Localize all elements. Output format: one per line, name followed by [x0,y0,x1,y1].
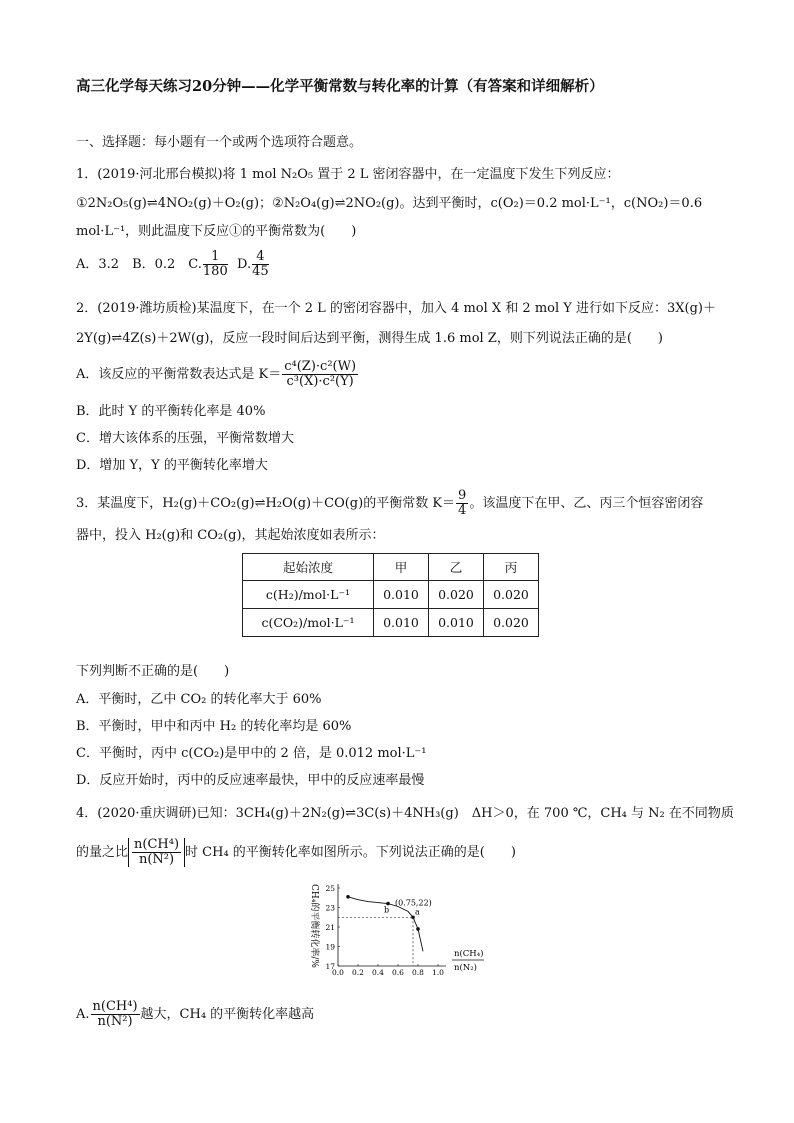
data-point [416,927,420,931]
table-row [243,581,539,609]
table-cell: 0.010 [429,609,484,637]
table-cell: c(H₂)/mol·L⁻¹ [243,581,374,609]
table-header-cell: 起始浓度 [243,554,374,581]
point-annotation: (0.75,22) [395,898,432,908]
q3-k-fraction: $\frac{9}{4}$ [458,488,467,518]
table-cell: 0.010 [374,609,429,637]
x-tick-label: 1.0 [432,968,444,977]
table-cell: 0.020 [429,581,484,609]
conversion-chart [306,878,496,986]
q4-ratio-bracket: $\frac{\text{n(CH⁴)}}{\text{n(N²)}}$ [128,838,185,867]
concentration-table [242,553,539,637]
q3-line2: 器中，投入 H₂(g)和 CO₂(g)，其起始浓度如表所示： [76,528,385,543]
y-tick-label: 23 [325,903,335,913]
q2-option-b: B．此时 Y 的平衡转化率是 40% [76,404,266,419]
x-tick-label: 0.8 [412,968,424,977]
point-label: b [384,905,390,915]
y-tick-label: 17 [325,962,335,971]
q3-line1: 3．某温度下，H₂(g)＋CO₂(g)⇌H₂O(g)＋CO(g)的平衡常数 K＝ $\frac{9}{4}$ 。该温度下在甲、乙、丙三个恒容密闭容 [76,488,704,518]
table-header-cell: 甲 [374,554,429,581]
q3-option-d: D．反应开始时，丙中的反应速率最快，甲中的反应速率最慢 [76,773,425,788]
q2-line1: 2．(2019·潍坊质检)某温度下，在一个 2 L 的密闭容器中，加入 4 mol X 和 2 mol Y 进行如下反应：3X(g)＋ [76,301,716,316]
q2-option-c: C．增大该体系的压强，平衡常数增大 [76,431,294,446]
table-cell: 0.010 [374,581,429,609]
x-axis-label-num: n(CH₄) [454,949,484,959]
q1-option-d-fraction: $\frac{4}{45}$ [252,249,269,279]
q4-line1: 4．(2020·重庆调研)已知：3CH₄(g)＋2N₂(g)⇌3C(s)＋4NH₃(g) ΔH＞0，在 700 ℃，CH₄ 与 N₂ 在不同物质 [76,806,734,821]
x-tick-label: 0.2 [352,968,364,977]
page-title: 高三化学每天练习20分钟——化学平衡常数与转化率的计算（有答案和详细解析） [76,78,604,95]
table-header-cell: 乙 [429,554,484,581]
x-axis-label-den: n(N₂) [454,963,477,973]
q2-line2: 2Y(g)⇌4Z(s)＋2W(g)，反应一段时间后达到平衡，测得生成 1.6 mol Z，则下列说法正确的是( ) [76,331,663,346]
q4-option-a-fraction: $\frac{\text{n(CH⁴)}}{\text{n(N²)}}$ [92,999,138,1029]
table-cell: 0.020 [484,581,539,609]
q2-option-a: A．该反应的平衡常数表达式是 K＝ $\frac{\text{c⁴(Z)·c²(W)}}{\text{c³(X)·c²(Y)}}$ [76,359,357,389]
q1-option-c-fraction: $\frac{1}{180}$ [202,249,228,279]
q2-option-d: D．增加 Y，Y 的平衡转化率增大 [76,458,268,473]
y-tick-label: 19 [325,942,335,952]
x-tick-label: 0.4 [372,968,384,977]
q4-line2: 的量之比 $\frac{\text{n(CH⁴)}}{\text{n(N²)}}$ 时 CH₄ 的平衡转化率如图所示。下列说法正确的是( ) [76,837,516,867]
q3-option-b: B．平衡时，甲中和丙中 H₂ 的转化率均是 60% [76,719,352,734]
chart-axes [338,884,446,966]
chart-series [338,895,432,966]
q3-ask: 下列判断不正确的是( ) [76,664,230,679]
y-axis-label: CH₄的平衡转化率/% [309,884,319,968]
q4-option-a: A. $\frac{\text{n(CH⁴)}}{\text{n(N²)}}$ 越大，CH₄ 的平衡转化率越高 [76,999,315,1029]
q3-option-a: A．平衡时，乙中 CO₂ 的转化率大于 60% [76,692,322,707]
q1-option-a-b: A．3.2 B．0.2 C. [76,257,202,272]
section-heading: 一、选择题：每小题有一个或两个选项符合题意。 [76,135,363,150]
q1-line3: mol·L⁻¹，则此温度下反应①的平衡常数为( ) [76,224,357,239]
y-tick-label: 25 [325,884,335,893]
x-tick-label: 0.0 [332,968,344,977]
q1-line2: ①2N₂O₅(g)⇌4NO₂(g)＋O₂(g)；②N₂O₄(g)⇌2NO₂(g)。达到平衡时，c(O₂)＝0.2 mol·L⁻¹，c(NO₂)＝0.6 [76,196,703,211]
table-cell: 0.020 [484,609,539,637]
q1-options [76,250,270,279]
x-tick-label: 0.6 [392,968,404,977]
point-label: a [415,907,420,917]
q2-k-expression: $\frac{\text{c⁴(Z)·c²(W)}}{\text{c³(X)·c²(Y)}}$ [284,359,357,389]
table-cell: c(CO₂)/mol·L⁻¹ [243,609,374,637]
table-header-cell: 丙 [484,554,539,581]
table-header-row [243,554,539,581]
data-point [346,895,350,899]
table-row [243,609,539,637]
q1-line1: 1．(2019·河北邢台模拟)将 1 mol N₂O₅ 置于 2 L 密闭容器中，在一定温度下发生下列反应： [76,167,620,182]
q1-option-d: D. [237,257,252,272]
y-tick-label: 21 [325,923,335,932]
q3-option-c: C．平衡时，丙中 c(CO₂)是甲中的 2 倍，是 0.012 mol·L⁻¹ [76,746,427,761]
